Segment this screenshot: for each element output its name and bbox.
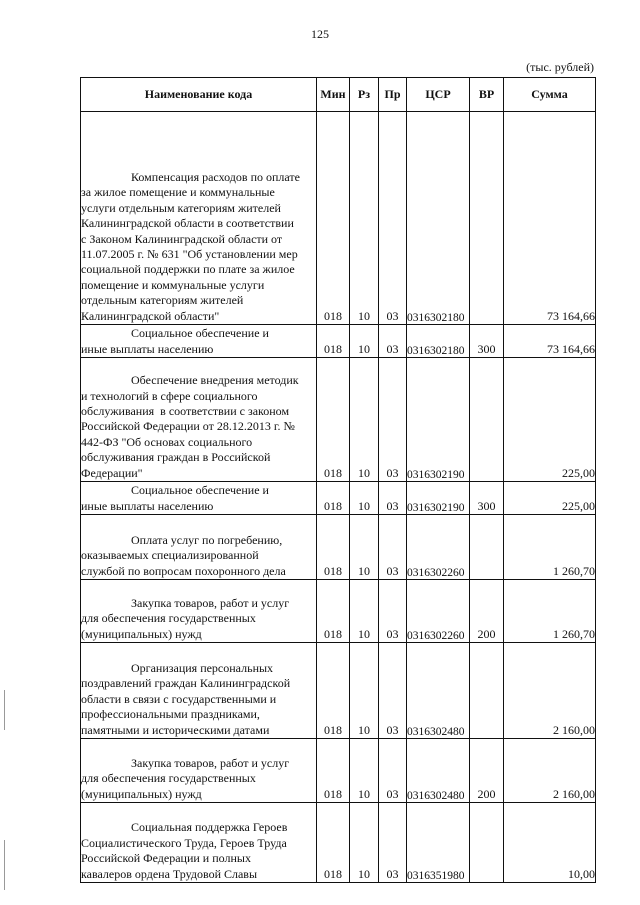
table-row <box>81 515 596 580</box>
table-row <box>81 325 596 358</box>
row-vr <box>470 515 504 580</box>
row-sum: 225,00 <box>504 482 596 515</box>
table-row <box>81 580 596 643</box>
row-csr: 0316302260 <box>407 580 470 643</box>
table-header-row <box>81 78 596 112</box>
row-name: Компенсация расходов по оплате за жилое помещение и коммунальные услуги отдельным категориям жителей Калининградской области в соответствии с Законом Калининградской области от 11.07.2005 г. № 631 "Об установлении мер социальной поддержки по плате за жилое помещение и коммунальные услуги отдельным категориям жителей Калининградской области" <box>81 112 317 325</box>
row-min: 018 <box>317 358 350 482</box>
header-pr: Пр <box>379 78 407 112</box>
row-name: Обеспечение внедрения методик и технологий в сфере социального обслуживания в соответствии с законом Российской Федерации от 28.12.2013 г. № 442-ФЗ "Об основах социального обслуживания граждан в Российской Федерации" <box>81 358 317 482</box>
header-rz: Рз <box>350 78 379 112</box>
header-name: Наименование кода <box>81 78 317 112</box>
units-label: (тыс. рублей) <box>526 60 594 74</box>
row-rz: 10 <box>350 739 379 803</box>
row-vr <box>470 803 504 883</box>
row-vr <box>470 112 504 325</box>
row-min: 018 <box>317 112 350 325</box>
header-min: Мин <box>317 78 350 112</box>
table-row <box>81 482 596 515</box>
row-sum: 73 164,66 <box>504 325 596 358</box>
header-csr: ЦСР <box>407 78 470 112</box>
row-vr <box>470 643 504 739</box>
row-pr: 03 <box>379 325 407 358</box>
row-vr <box>470 358 504 482</box>
row-sum: 73 164,66 <box>504 112 596 325</box>
row-pr: 03 <box>379 580 407 643</box>
row-pr: 03 <box>379 803 407 883</box>
row-rz: 10 <box>350 580 379 643</box>
row-csr: 0316302260 <box>407 515 470 580</box>
row-vr: 200 <box>470 580 504 643</box>
row-csr: 0316351980 <box>407 803 470 883</box>
row-pr: 03 <box>379 515 407 580</box>
row-name: Социальное обеспечение и иные выплаты населению <box>81 325 317 358</box>
row-sum: 10,00 <box>504 803 596 883</box>
row-rz: 10 <box>350 358 379 482</box>
row-pr: 03 <box>379 739 407 803</box>
page-number: 125 <box>311 27 329 41</box>
row-min: 018 <box>317 643 350 739</box>
row-sum: 1 260,70 <box>504 515 596 580</box>
table-row <box>81 643 596 739</box>
row-pr: 03 <box>379 112 407 325</box>
row-csr: 0316302480 <box>407 643 470 739</box>
row-csr: 0316302190 <box>407 358 470 482</box>
row-pr: 03 <box>379 482 407 515</box>
row-rz: 10 <box>350 515 379 580</box>
row-pr: 03 <box>379 358 407 482</box>
row-name: Закупка товаров, работ и услуг для обеспечения государственных (муниципальных) нужд <box>81 580 317 643</box>
scan-margin-mark <box>4 690 5 730</box>
row-min: 018 <box>317 325 350 358</box>
table-row <box>81 803 596 883</box>
row-sum: 2 160,00 <box>504 739 596 803</box>
row-min: 018 <box>317 580 350 643</box>
row-min: 018 <box>317 482 350 515</box>
table-row <box>81 739 596 803</box>
row-rz: 10 <box>350 112 379 325</box>
row-sum: 225,00 <box>504 358 596 482</box>
header-vr: ВР <box>470 78 504 112</box>
row-min: 018 <box>317 739 350 803</box>
row-name: Социальная поддержка Героев Социалистического Труда, Героев Труда Российской Федерации и полных кавалеров ордена Трудовой Славы <box>81 803 317 883</box>
row-min: 018 <box>317 803 350 883</box>
row-rz: 10 <box>350 325 379 358</box>
row-rz: 10 <box>350 482 379 515</box>
row-csr: 0316302190 <box>407 482 470 515</box>
table-row <box>81 358 596 482</box>
row-name: Оплата услуг по погребению, оказываемых специализированной службой по вопросам похоронного дела <box>81 515 317 580</box>
row-pr: 03 <box>379 643 407 739</box>
row-name: Закупка товаров, работ и услуг для обеспечения государственных (муниципальных) нужд <box>81 739 317 803</box>
row-csr: 0316302180 <box>407 112 470 325</box>
row-min: 018 <box>317 515 350 580</box>
row-sum: 2 160,00 <box>504 643 596 739</box>
row-vr: 300 <box>470 325 504 358</box>
row-name: Социальное обеспечение и иные выплаты населению <box>81 482 317 515</box>
row-sum: 1 260,70 <box>504 580 596 643</box>
row-vr: 200 <box>470 739 504 803</box>
row-rz: 10 <box>350 803 379 883</box>
row-csr: 0316302180 <box>407 325 470 358</box>
header-sum: Сумма <box>504 78 596 112</box>
table-row <box>81 112 596 325</box>
row-name: Организация персональных поздравлений граждан Калининградской области в связи с государственными и профессиональными праздниками, памятными и историческими датами <box>81 643 317 739</box>
row-rz: 10 <box>350 643 379 739</box>
budget-table <box>80 77 596 883</box>
scan-margin-mark <box>4 840 5 890</box>
row-vr: 300 <box>470 482 504 515</box>
row-csr: 0316302480 <box>407 739 470 803</box>
